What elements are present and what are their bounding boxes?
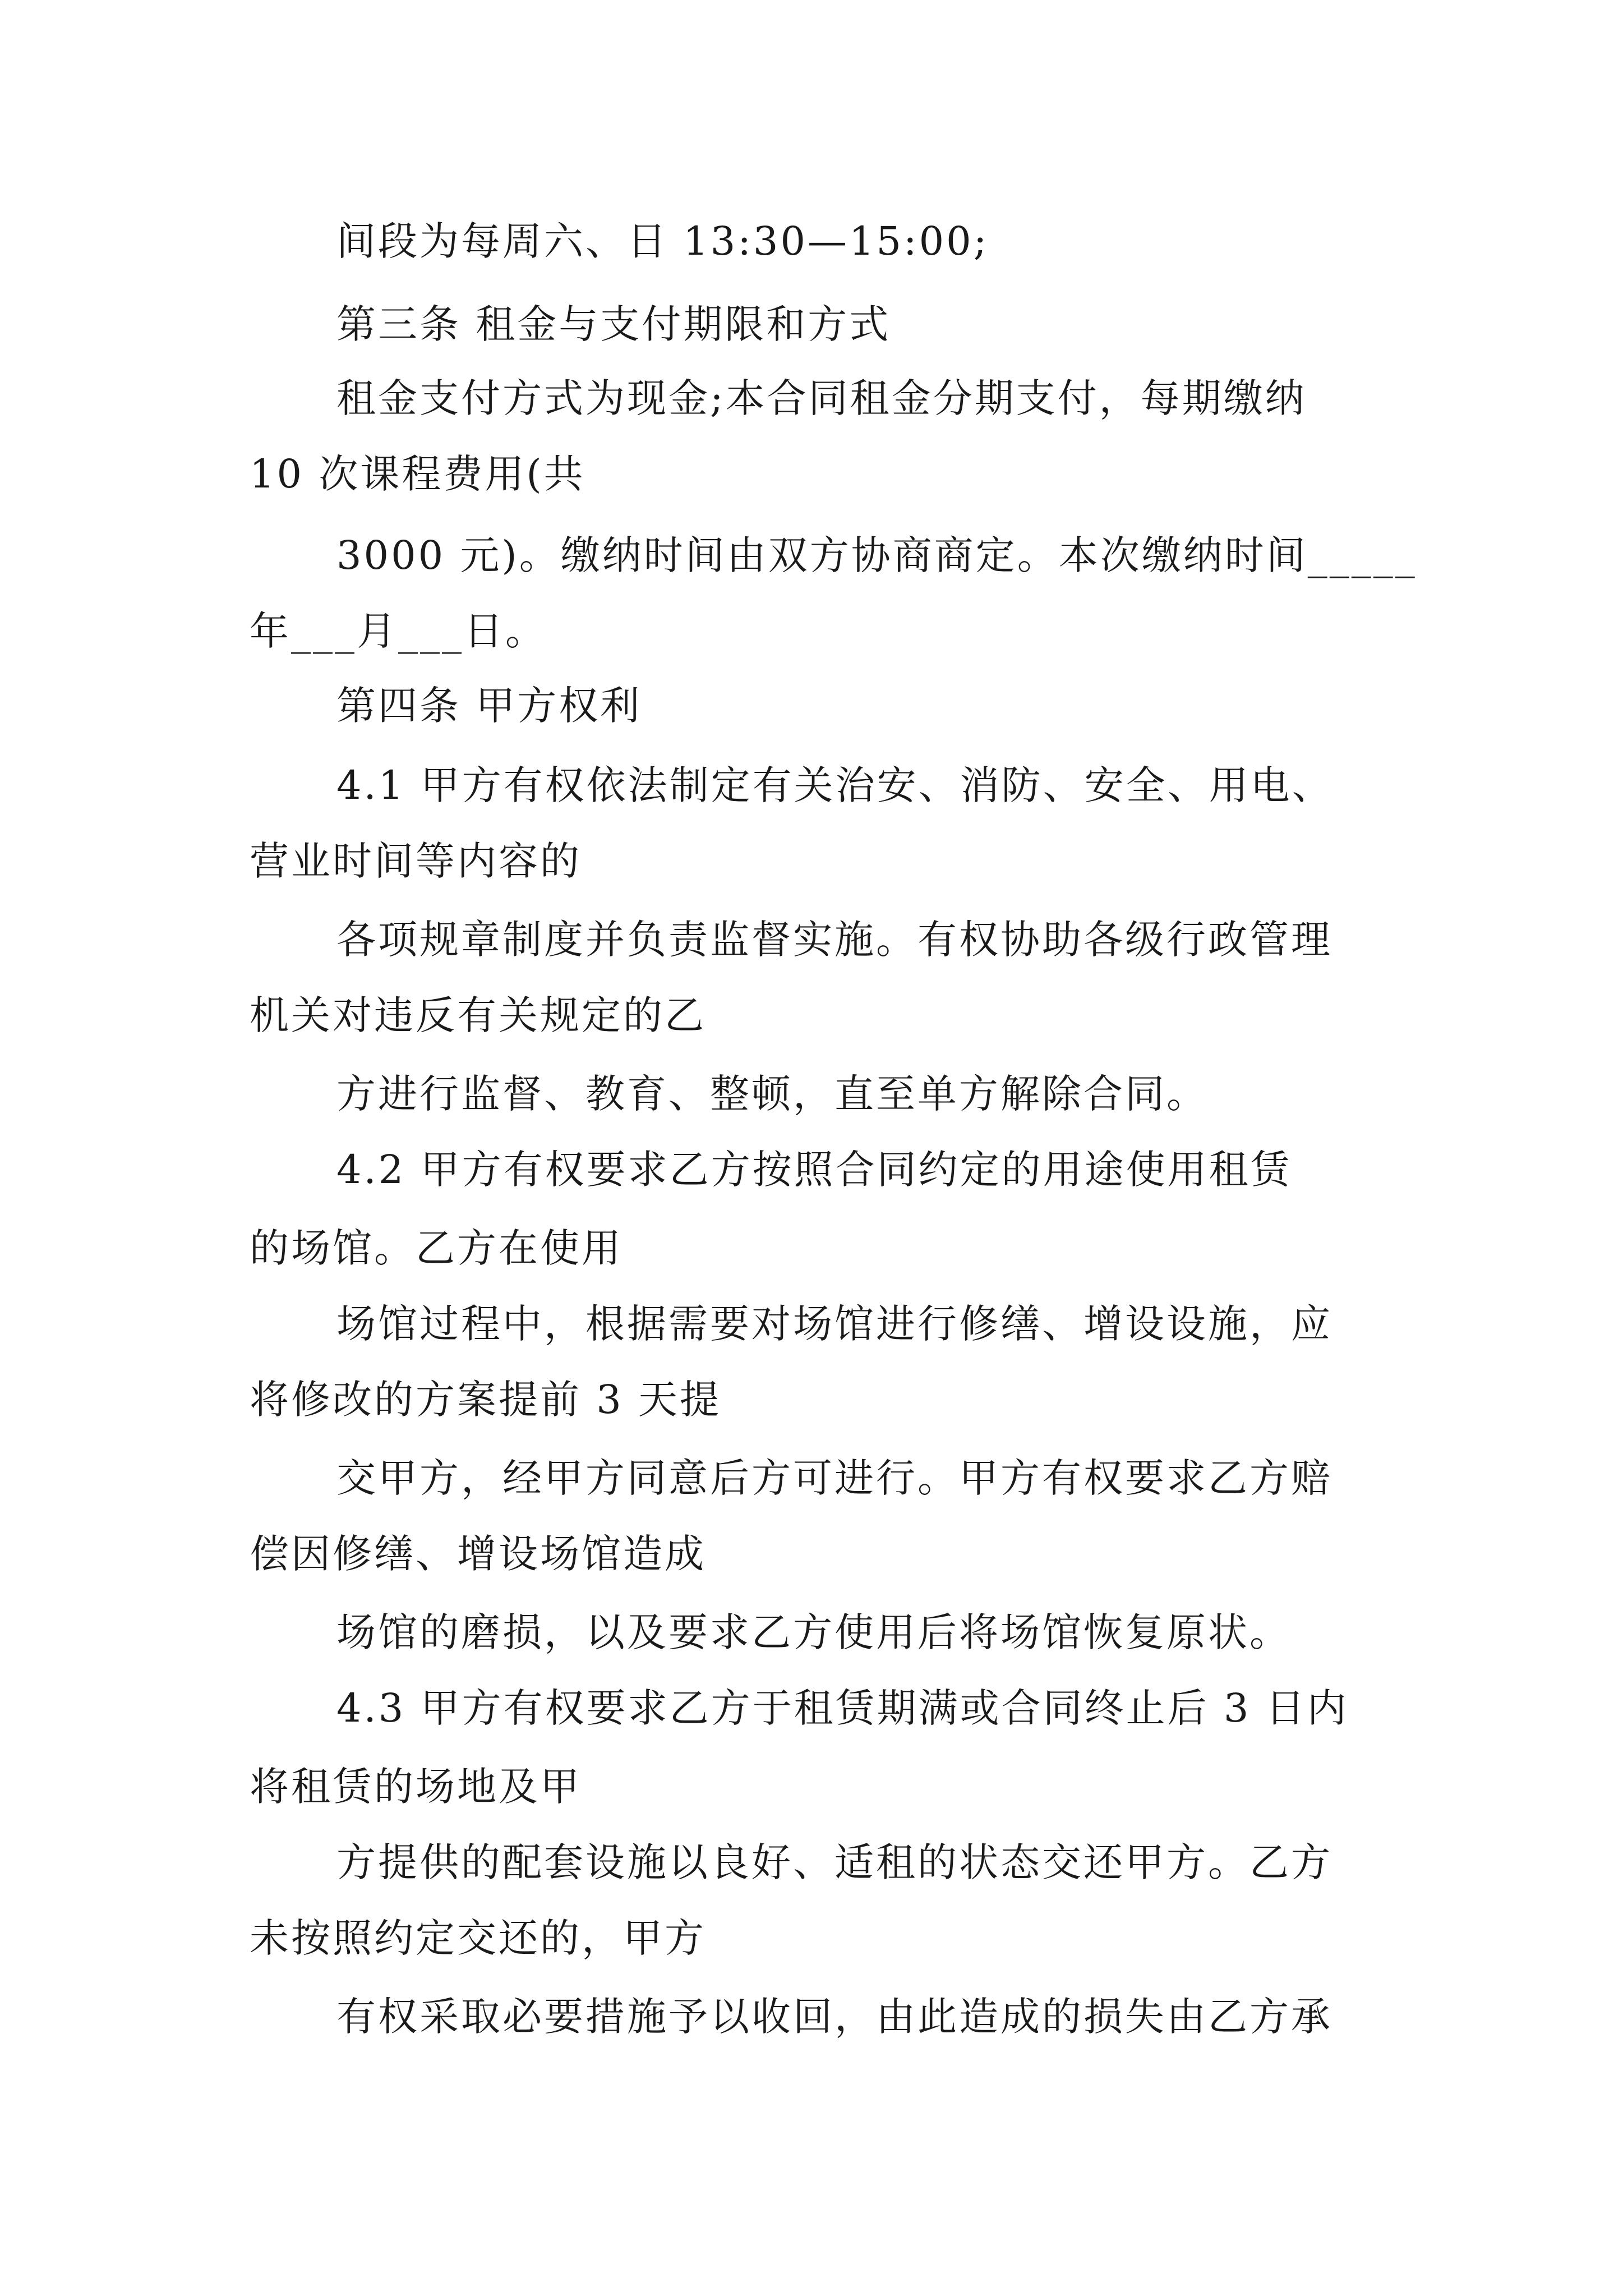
text-line: 间段为每周六、日 13:30—15:00; [336,218,989,264]
text-line: 3000 元)。缴纳时间由双方协商商定。本次缴纳时间_____ [336,532,1417,578]
text-line: 机关对违反有关规定的乙 [250,992,706,1038]
section-heading: 第三条 租金与支付期限和方式 [336,301,891,347]
text-line: 场馆的磨损，以及要求乙方使用后将场馆恢复原状。 [336,1609,1291,1655]
text-line: 营业时间等内容的 [250,838,582,884]
text-line: 交甲方，经甲方同意后方可进行。甲方有权要求乙方赔 [336,1455,1332,1501]
text-line: 场馆过程中，根据需要对场馆进行修缮、增设设施，应 [336,1301,1332,1347]
text-line: 4.1 甲方有权依法制定有关治安、消防、安全、用电、 [336,762,1334,808]
text-line: 租金支付方式为现金;本合同租金分期支付，每期缴纳 [336,375,1307,421]
text-line: 方提供的配套设施以良好、适租的状态交还甲方。乙方 [336,1839,1332,1885]
section-heading: 第四条 甲方权利 [336,683,642,729]
text-line: 有权采取必要措施予以收回，由此造成的损失由乙方承 [336,1994,1332,2040]
text-line: 方进行监督、教育、整顿，直至单方解除合同。 [336,1071,1208,1117]
text-line: 4.2 甲方有权要求乙方按照合同约定的用途使用租赁 [336,1147,1292,1193]
text-line: 偿因修缮、增设场馆造成 [250,1531,706,1577]
text-line: 年___月___日。 [250,608,547,654]
text-line: 将租赁的场地及甲 [250,1764,582,1810]
text-line: 各项规章制度并负责监督实施。有权协助各级行政管理 [336,917,1332,963]
text-line: 10 次课程费用(共 [250,451,585,497]
text-line: 将修改的方案提前 3 天提 [250,1377,722,1423]
text-line: 未按照约定交还的，甲方 [250,1915,706,1961]
text-line: 的场馆。乙方在使用 [250,1225,623,1271]
text-line: 4.3 甲方有权要求乙方于租赁期满或合同终止后 3 日内 [336,1685,1349,1731]
